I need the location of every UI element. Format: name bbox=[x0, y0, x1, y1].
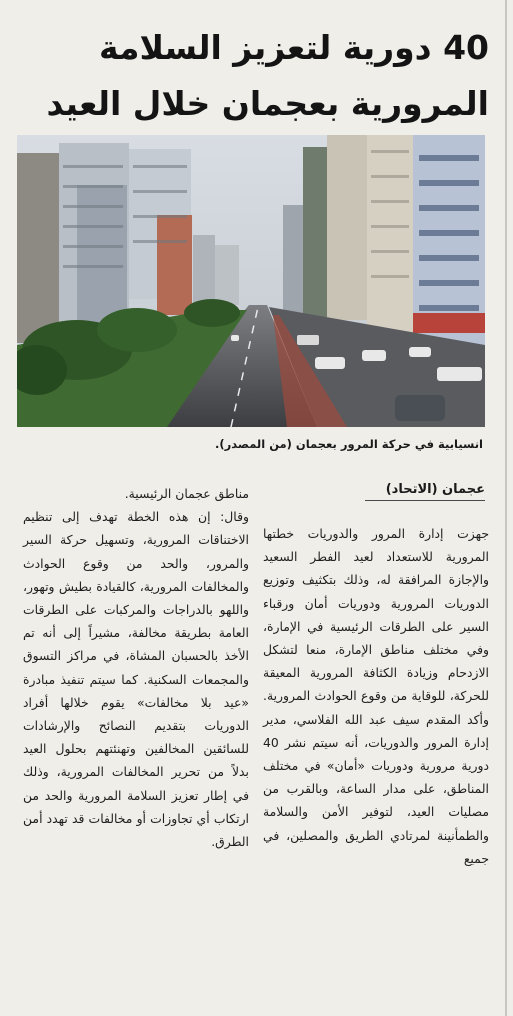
headline-line-1: 40 دورية لتعزيز السلامة bbox=[99, 28, 489, 67]
street-photo bbox=[17, 135, 485, 427]
article-column-right bbox=[263, 522, 489, 870]
column-left-paragraph-2: وقال: إن هذه الخطة تهدف إلى تنظيم الاختناقات المرورية، وتسهيل حركة السير والمرور، والحد من وقوع الحوادث والمخالفات المرورية، كالقيادة بطيش وتهور، واللهو بالدراجات والمركبات على الطرقات العامة بطريقة مخالفة، مشيراً إلى أنه تم الأخذ بالحسبان المشاة، في مراكز التسوق والمجمعات السكنية. كما سيتم تنفيذ مبادرة «عيد بلا مخالفات» يقوم خلالها أفراد الدوريات بتقديم النصائح والإرشادات للسائقين المخالفين وتهنئتهم بحلول العيد بدلاً من تحرير المخالفات المرورية، وذلك في إطار تعزيز السلامة المرورية والحد من ارتكاب أي تجاوزات أو مخالفات قد تهدد أمن الطرق. bbox=[23, 509, 249, 850]
headline bbox=[19, 20, 489, 132]
column-right-paragraph: جهزت إدارة المرور والدوريات خطتها المرورية للاستعداد لعيد الفطر السعيد والإجازة المرافقة له، وذلك بتكثيف وتوزيع الدوريات المرورية ودوريات أمان ورقباء السير على الطرقات الرئيسية في الإمارة، وفي مختلف مناطق الإمارة، منعا لتشكل الازدحام وزيادة الكثافة المرورية المعيقة للحركة، للوقاية من وقوع الحوادث المرورية. وأكد المقدم سيف عبد الله الفلاسي، مدير إدارة المرور والدوريات، أنه سيتم نشر 40 دورية مرورية ودوريات «أمان» في مختلف المناطق، على مدار الساعة، وبالقرب من مصليات العيد، لتوفير الأمن والسلامة والطمأنينة لمرتادي الطريق والمصلين، في جميع bbox=[263, 526, 489, 866]
byline: عجمان (الاتحاد) bbox=[385, 482, 485, 497]
column-left-paragraph-1: مناطق عجمان الرئيسية. bbox=[124, 486, 249, 501]
article-column-left bbox=[23, 482, 249, 853]
headline-line-2: المرورية بعجمان خلال العيد bbox=[46, 84, 489, 123]
byline-rule bbox=[365, 500, 485, 501]
photo-caption: انسيابية في حركة المرور بعجمان (من المصدر). bbox=[215, 437, 483, 451]
street-photo-illustration bbox=[17, 135, 485, 427]
page-edge bbox=[505, 0, 507, 1016]
